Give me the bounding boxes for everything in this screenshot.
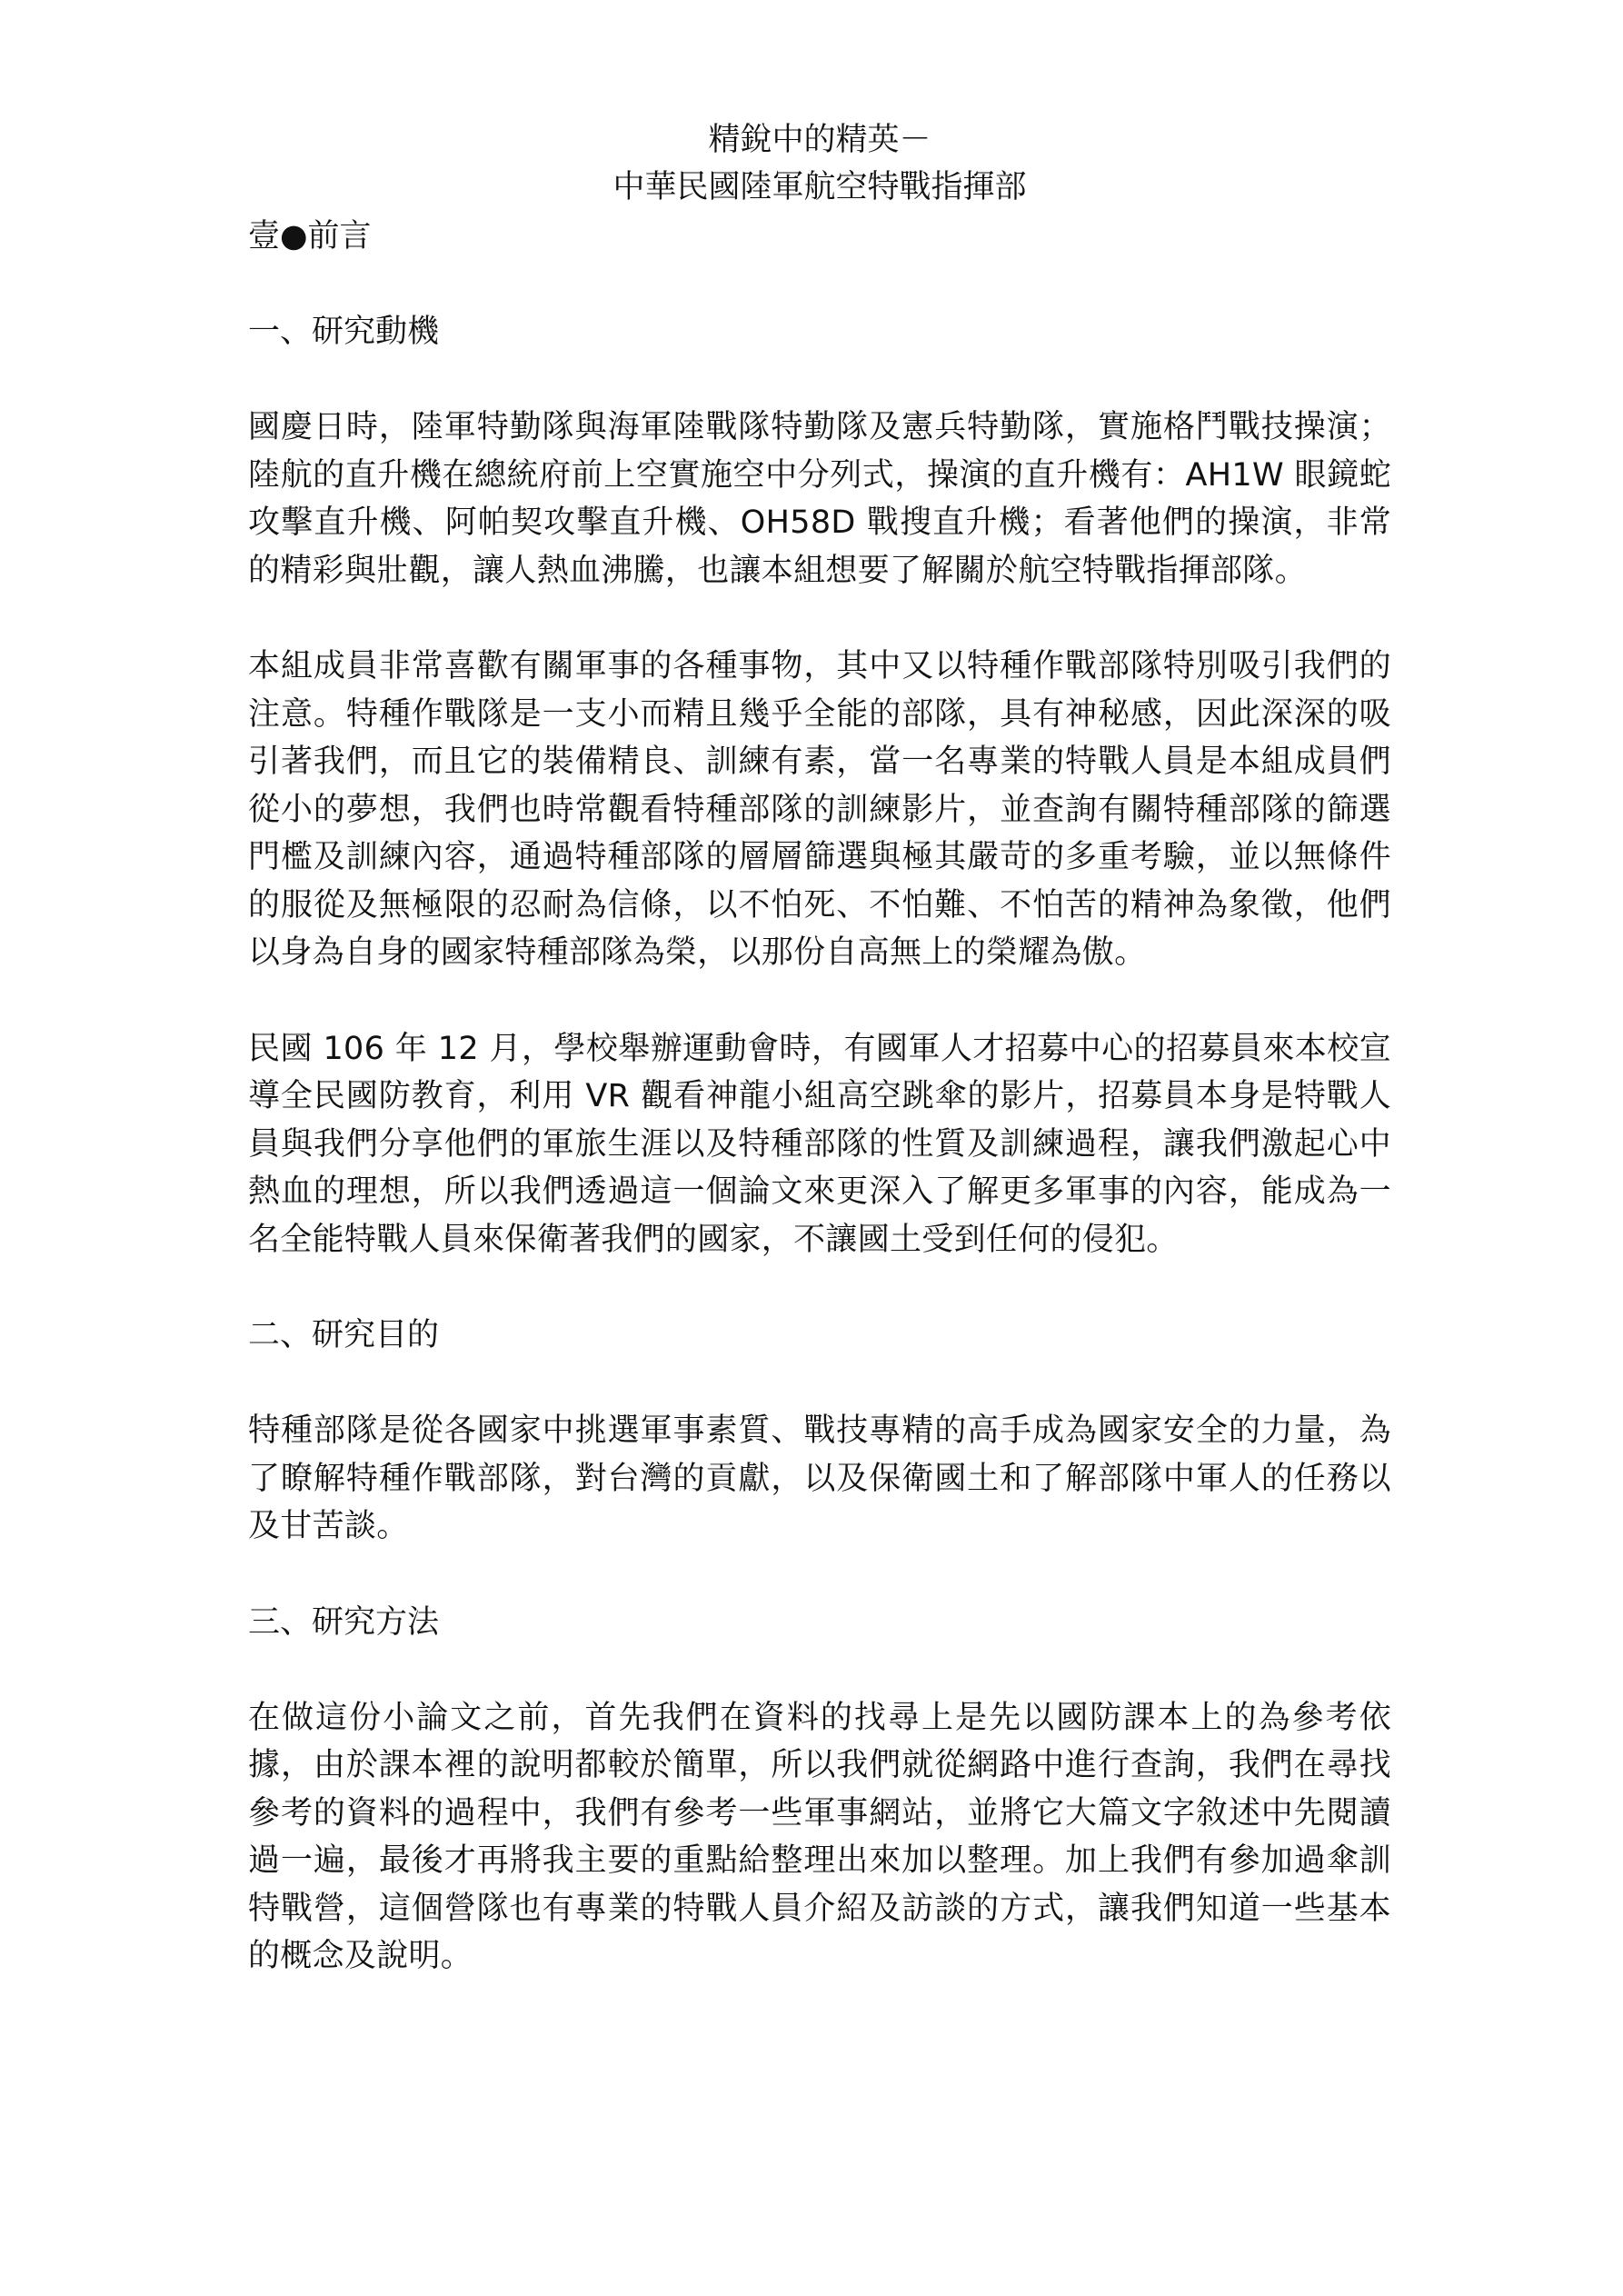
paragraph-motivation-2: 本組成員非常喜歡有關軍事的各種事物，其中又以特種作戰部隊特別吸引我們的注意。特種作戰隊是一支小而精且幾乎全能的部隊，具有神秘感，因此深深的吸引著我們，而且它的裝備精良、訓練有素，當一名專業的特戰人員是本組成員們從小的夢想，我們也時常觀看特種部隊的訓練影片，並查詢有關特種部隊的篩選門檻及訓練內容，通過特種部隊的層層篩選與極其嚴苛的多重考驗，並以無條件的服從及無極限的忍耐為信條，以不怕死、不怕難、不怕苦的精神為象徵，他們以身為自身的國家特種部隊為榮，以那份自高無上的榮耀為傲。	[248, 648, 1391, 971]
subsection-heading-purpose: 二、研究目的	[248, 1317, 440, 1353]
subsection-heading-method: 三、研究方法	[248, 1603, 440, 1641]
title-line-2: 中華民國陸軍航空特戰指揮部	[612, 169, 1027, 205]
paragraph-motivation-3: 民國 106 年 12 月，學校舉辦運動會時，有國軍人才招募中心的招募員來本校宣導全民國防教育，利用 VR 觀看神龍小組高空跳傘的影片，招募員本身是特戰人員與我們分享他們的軍旅生涯以及特種部隊的性質及訓練過程，讓我們激起心中熱血的理想，所以我們透過這一個論文來更深入了解更多軍事的內容，能成為一名全能特戰人員來保衛著我們的國家，不讓國土受到任何的侵犯。	[248, 1030, 1391, 1258]
paragraph-purpose-1: 特種部隊是從各國家中挑選軍事素質、戰技專精的高手成為國家安全的力量，為了瞭解特種作戰部隊，對台灣的貢獻，以及保衛國土和了解部隊中軍人的任務以及甘苦談。	[248, 1413, 1391, 1544]
title-line-1: 精銳中的精英－	[708, 122, 931, 158]
document-title	[248, 116, 1391, 211]
paragraph-method-1: 在做這份小論文之前，首先我們在資料的找尋上是先以國防課本上的為參考依據，由於課本裡的說明都較於簡單，所以我們就從網路中進行查詢，我們在尋找參考的資料的過程中，我們有參考一些軍事網站，並將它大篇文字敘述中先閱讀過一遍，最後才再將我主要的重點給整理出來加以整理。加上我們有參加過傘訓特戰營，這個營隊也有專業的特戰人員介紹及訪談的方式，讓我們知道一些基本的概念及說明。	[248, 1699, 1391, 1974]
paragraph-motivation-1: 國慶日時，陸軍特勤隊與海軍陸戰隊特勤隊及憲兵特勤隊，實施格鬥戰技操演；陸航的直升機在總統府前上空實施空中分列式，操演的直升機有：AH1W 眼鏡蛇攻擊直升機、阿帕契攻擊直升機、OH58D 戰搜直升機；看著他們的操演，非常的精彩與壯觀，讓人熱血沸騰，也讓本組想要了解關於航空特戰指揮部隊。	[248, 409, 1391, 589]
subsection-heading-motivation: 一、研究動機	[248, 314, 440, 350]
section-heading-preface: 壹●前言	[248, 218, 372, 255]
document-page	[248, 116, 1391, 1981]
